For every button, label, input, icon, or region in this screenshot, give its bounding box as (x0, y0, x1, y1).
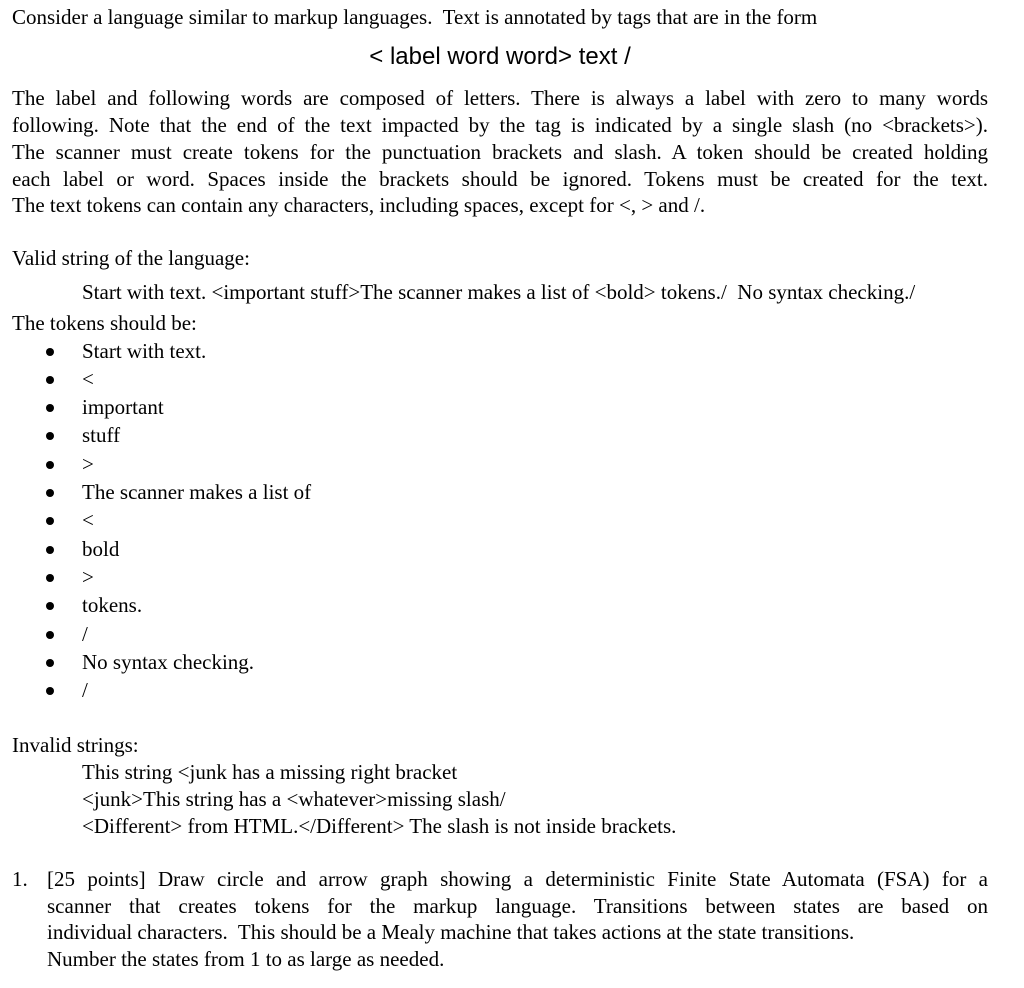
invalid-example: <Different> from HTML.</Different> The slash is not inside brackets. (82, 814, 677, 838)
invalid-heading: Invalid strings: (12, 733, 139, 757)
invalid-example: This string <junk has a missing right bracket (82, 760, 458, 784)
token-item: / (82, 678, 88, 702)
token-item: bold (82, 537, 120, 561)
intro-paragraph-line-3: The scanner must create tokens for the punctuation brackets and slash. A token should be created holding (12, 140, 988, 164)
bullet-icon (46, 631, 54, 639)
bullet-icon (46, 687, 54, 695)
token-item: < (82, 367, 94, 391)
question-line-4: Number the states from 1 to as large as needed. (47, 947, 445, 971)
bullet-icon (46, 348, 54, 356)
token-item: tokens. (82, 593, 143, 617)
bullet-icon (46, 432, 54, 440)
intro-paragraph-line-2: following. Note that the end of the text impacted by the tag is indicated by a single slash (no <brackets>). (12, 113, 988, 137)
bullet-icon (46, 461, 54, 469)
token-item: > (82, 452, 94, 476)
bullet-icon (46, 517, 54, 525)
token-item: Start with text. (82, 339, 207, 363)
intro-paragraph-line-1: The label and following words are composed of letters. There is always a label with zero to many words (12, 86, 988, 110)
token-item: stuff (82, 423, 121, 447)
question-line-2: scanner that creates tokens for the markup language. Transitions between states are based on (47, 894, 988, 918)
token-item: < (82, 508, 94, 532)
token-item: No syntax checking. (82, 650, 255, 674)
question-number: 1. (12, 867, 28, 891)
token-item: > (82, 565, 94, 589)
bullet-icon (46, 546, 54, 554)
bullet-icon (46, 659, 54, 667)
intro-paragraph-line-4: each label or word. Spaces inside the brackets should be ignored. Tokens must be created for the text. (12, 167, 988, 191)
question-line-3: individual characters. This should be a Mealy machine that takes actions at the state transitions. (47, 920, 855, 944)
token-item: important (82, 395, 164, 419)
valid-heading: Valid string of the language: (12, 246, 250, 270)
token-item: / (82, 622, 88, 646)
tokens-heading: The tokens should be: (12, 311, 197, 335)
bullet-icon (46, 376, 54, 384)
intro-line: Consider a language similar to markup languages. Text is annotated by tags that are in the form (12, 5, 818, 29)
bullet-icon (46, 404, 54, 412)
intro-paragraph-line-5: The text tokens can contain any characters, including spaces, except for <, > and /. (12, 193, 706, 217)
token-item: The scanner makes a list of (82, 480, 312, 504)
question-line-1: [25 points] Draw circle and arrow graph showing a deterministic Finite State Automata (FSA) for a (47, 867, 988, 891)
invalid-example: <junk>This string has a <whatever>missing slash/ (82, 787, 506, 811)
bullet-icon (46, 489, 54, 497)
tag-form-formula: < label word word> text / (369, 43, 631, 70)
valid-example: Start with text. <important stuff>The scanner makes a list of <bold> tokens./ No syntax checking./ (82, 280, 916, 304)
bullet-icon (46, 574, 54, 582)
bullet-icon (46, 602, 54, 610)
